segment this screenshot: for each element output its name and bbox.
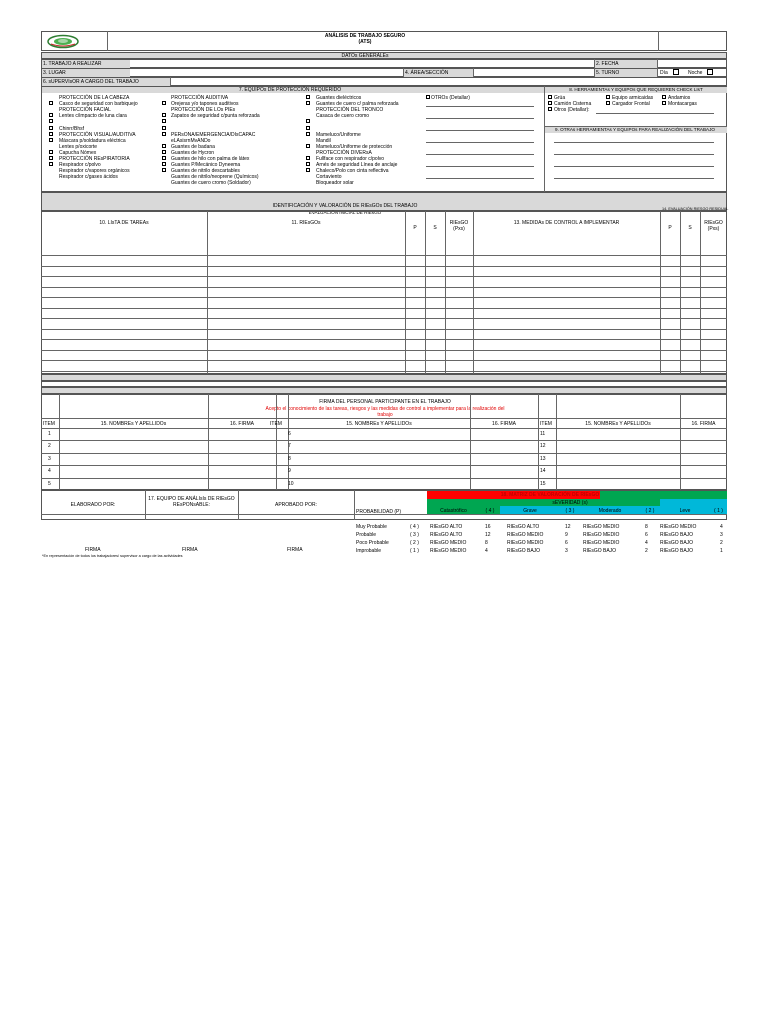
epp-checkbox[interactable] [49, 138, 53, 142]
riesgo-valor: 2 [720, 540, 723, 546]
riesgo-nivel: RIEsGO ALTO [430, 524, 463, 530]
epp-item: Guantes de cuero c/ palma reforzada [316, 101, 399, 108]
riesgo-valor: 6 [645, 532, 648, 538]
severidad-name: Grave [523, 508, 537, 514]
grua-checkbox[interactable] [548, 95, 552, 99]
herramienta-item: Otros (Detallar): [554, 107, 590, 113]
epp-item: Orejeras y/o tapones auditivos [171, 101, 239, 108]
firma-header: 16. FIRMA [230, 421, 254, 427]
epp-item: Lentes p/oxicorte [59, 143, 98, 150]
epp-item: Casco de seguridad con barbiquejo [59, 101, 138, 108]
supervisor-label: 6. sUPERVIsOR A CARGO DEL TRABAJO [43, 79, 139, 85]
cisterna-checkbox[interactable] [548, 101, 552, 105]
nota-representacion: *En representación de todos los trabajadores/ supervisor a cargo de las actividades [42, 554, 183, 558]
riesgo-nivel: RIEsGO MEDIO [583, 524, 620, 530]
probabilidad-row-label: Improbable [356, 548, 382, 554]
riesgo-valor: 4 [720, 524, 723, 530]
col-riesgos: 11. RIEsGOs [291, 220, 321, 226]
probabilidad-row-score: ( 3 ) [410, 532, 419, 538]
severidad-name: Leve [679, 508, 691, 514]
montacargas-checkbox[interactable] [662, 101, 666, 105]
col-p2: P [668, 225, 672, 231]
item-number: 2 [48, 443, 51, 450]
riesgo-row[interactable] [41, 287, 727, 288]
trabajo-label: 1. TRABAJO A REALIZAR [43, 61, 102, 67]
armicaidas-checkbox[interactable] [606, 95, 610, 99]
epp-item: Guantes de Hycron [171, 149, 215, 156]
epp-checkbox[interactable] [162, 156, 166, 160]
otros-label: OTROs (Detallar) [431, 95, 470, 101]
herramienta-item: Andamios [668, 95, 691, 101]
firma-row[interactable] [41, 453, 727, 454]
otros-line[interactable] [426, 178, 534, 179]
epp-item: Chaleco/Polo con cinta reflectiva [316, 168, 389, 175]
probabilidad-row-score: ( 4 ) [410, 524, 419, 530]
item-number: 3 [48, 455, 51, 462]
firma-equipo: FIRMA [182, 547, 198, 553]
riesgo-valor: 3 [720, 532, 723, 538]
riesgo-row[interactable] [41, 360, 727, 361]
epp-item: PERsONA/EMERGENCIA/DIsCAPAC [171, 131, 256, 138]
firma-row[interactable] [41, 440, 727, 441]
epp-checkbox[interactable] [49, 132, 53, 136]
otros-line[interactable] [426, 142, 534, 143]
probabilidad-row-score: ( 1 ) [410, 548, 419, 554]
herramienta-item: Grúa [554, 95, 566, 101]
col-s: S [433, 225, 437, 231]
form-subtitle: (ATS) [358, 39, 372, 45]
andamios-checkbox[interactable] [662, 95, 666, 99]
herramienta-item: Montacargas [668, 101, 697, 107]
epp-checkbox[interactable] [306, 144, 310, 148]
item-number: 7 [288, 443, 291, 450]
item-header: ITEM [540, 421, 552, 427]
epp-item: PROTECCIÓN VISUAL/AUDITIVA [59, 131, 136, 138]
riesgo-valor: 12 [565, 524, 571, 530]
riesgo-nivel: RIEsGO MEDIO [507, 540, 544, 546]
item-number: 12 [540, 443, 546, 450]
epp-item: Fullface con respirador c/polvo [316, 156, 385, 162]
item-number: 13 [540, 455, 546, 462]
riesgo-nivel: RIEsGO BAJO [660, 548, 694, 554]
epp-checkbox[interactable] [162, 144, 166, 148]
riesgo-nivel: RIEsGO ALTO [430, 532, 463, 538]
riesgo-nivel: RIEsGO MEDIO [430, 540, 467, 546]
firma-elaborado: FIRMA [85, 547, 101, 553]
severidad-score: ( 1 ) [714, 508, 723, 514]
lugar-field[interactable] [130, 69, 403, 76]
firma-aprobado: FIRMA [287, 547, 303, 553]
otros-line[interactable] [426, 118, 534, 119]
firma-header: 16. FIRMA [492, 421, 516, 427]
otras-herr-line[interactable] [554, 166, 714, 167]
otras-herr-line[interactable] [554, 142, 714, 143]
severidad-label: sEVERIDAD (s) [552, 500, 588, 506]
epp-checkbox[interactable] [49, 101, 53, 105]
probabilidad-row-label: Muy Probable [356, 524, 387, 530]
probabilidad-row-score: ( 2 ) [410, 540, 419, 546]
riesgo-nivel: RIEsGO MEDIO [660, 524, 697, 530]
epp-item: Respirador c/gases ácidos [59, 174, 118, 181]
item-number: 9 [288, 468, 291, 475]
firmas-aviso-2: trabajo [377, 412, 393, 418]
riesgo-row[interactable] [41, 297, 727, 298]
separator-band [41, 374, 727, 381]
epp-item: Lentes c/impacto de luna clara [59, 113, 127, 120]
col-riesgo2: RIEsGO [704, 220, 723, 226]
riesgo-nivel: RIEsGO MEDIO [430, 548, 467, 554]
epp-item: Guantes de nitrilo descartables [171, 168, 240, 175]
otros-line[interactable] [426, 106, 534, 107]
severidad-name: Moderado [598, 508, 622, 514]
riesgo-valor: 6 [565, 540, 568, 546]
epp-item: Respirador c/polvo [59, 162, 101, 169]
riesgo-valor: 8 [485, 540, 488, 546]
epp-checkbox[interactable] [162, 126, 166, 130]
epp-checkbox[interactable] [162, 113, 166, 117]
herramienta-item: Camión Cisterna [554, 101, 592, 107]
epp-item: Máscara p/soldadura eléctrica [59, 137, 126, 144]
responsable-label: REsPONsABLE: [173, 502, 210, 508]
firma-row[interactable] [41, 465, 727, 466]
ident-subheading: EVALUACIÓN INICIAL DE RIEsGO [308, 210, 382, 215]
epp-item: PROTECCIÓN FACIAL [59, 107, 111, 114]
item-number: 6 [288, 431, 291, 437]
probabilidad-row-label: Poco Probable [356, 540, 389, 546]
epp-item: Guantes de cuero cromo (Soldador) [171, 180, 251, 187]
item-number: 15 [540, 480, 546, 487]
ident-heading: IDENTIFICACIÓN Y VALORACIÓN DE RIEsGOs DEL TRABAJO [272, 203, 418, 209]
item-number: 5 [48, 480, 51, 487]
riesgo-nivel: RIEsGO MEDIO [507, 532, 544, 538]
severidad-score: ( 4 ) [485, 508, 495, 514]
col-tareas: 10. LIsTA DE TAREAs [99, 220, 149, 226]
area-field[interactable] [474, 69, 593, 76]
epp-checkbox[interactable] [49, 119, 53, 123]
epp-checkbox[interactable] [306, 156, 310, 160]
epp-item: Capucha Nómex [59, 149, 97, 156]
fecha-label: 2. FECHA [596, 61, 619, 67]
otras-herramientas-heading: 9. OTRAs HERRAMIENTAs Y EQUIPOs PARA REALIZACIÓN DEL TRABAJO [555, 127, 715, 132]
turno-label: 5. TURNO [596, 70, 620, 76]
epp-item: Zapatos de seguridad c/punta reforzada [171, 113, 260, 120]
nombres-header: 15. NOMBREs Y APELLIDOs [100, 421, 167, 427]
epp-item: Mandil [316, 137, 331, 144]
severidad-score: ( 2 ) [645, 508, 655, 514]
epp-checkbox[interactable] [162, 150, 166, 154]
item-number: 1 [48, 431, 51, 437]
otras-herr-line[interactable] [554, 178, 714, 179]
riesgo-valor: 2 [645, 548, 648, 554]
firmas-aviso: Acepto el conocimiento de las tareas, riesgos y las medidas de control a implementar para la realización del [265, 406, 505, 412]
epp-checkbox[interactable] [306, 132, 310, 136]
riesgo-row[interactable] [41, 255, 727, 256]
noche-checkbox[interactable] [707, 69, 713, 75]
riesgo-valor: 16 [485, 524, 491, 530]
epp-item: PROTECCIÓN DIVERsA [316, 149, 372, 156]
elaborado-label: ELABORADO POR: [70, 502, 116, 508]
firma-row[interactable] [41, 478, 727, 479]
riesgo-valor: 4 [485, 548, 488, 554]
equipo-label: 17. EQUIPO DE ANÁLIsIs DE RIEsGO [148, 496, 235, 502]
epp-item: Respirador c/vapores orgánicos [59, 168, 130, 175]
nombres-header: 15. NOMBREs Y APELLIDOs [585, 421, 651, 427]
epp-checkbox[interactable] [306, 119, 310, 123]
aprobado-label: APROBADO POR: [275, 502, 317, 508]
riesgo-nivel: RIEsGO BAJO [660, 532, 694, 538]
riesgo-nivel: RIEsGO MEDIO [583, 540, 620, 546]
firmas-heading: FIRMA DEL PERSONAL PARTICIPANTE EN EL TRABAJO [319, 399, 451, 405]
riesgo-row[interactable] [41, 276, 727, 277]
epp-heading: 7. EQUIPOs DE PROTECCIÓN REQUERIDO [238, 87, 342, 93]
riesgo-row[interactable] [41, 350, 727, 351]
epp-checkbox[interactable] [306, 168, 310, 172]
dia-checkbox[interactable] [673, 69, 679, 75]
item-number: 8 [288, 455, 291, 462]
epp-checkbox[interactable] [306, 126, 310, 130]
col-p: P [413, 225, 417, 231]
datos-generales-label: DATOs GENERALEs [341, 53, 389, 59]
riesgo-valor: 3 [565, 548, 568, 554]
riesgo-nivel: RIEsGO BAJO [660, 540, 694, 546]
epp-item: Guantes P/Mecánico Dyneema [171, 162, 241, 169]
epp-checkbox[interactable] [162, 101, 166, 105]
epp-item: Guantes de nitrilo/neoprene (Químicos) [171, 174, 259, 181]
epp-checkbox[interactable] [162, 162, 166, 166]
ats-form-sheet [0, 26, 768, 558]
epp-checkbox[interactable] [162, 132, 166, 136]
riesgo-row[interactable] [41, 371, 727, 372]
epp-item: Mameluco/Uniforme [316, 131, 361, 138]
epp-checkbox[interactable] [49, 113, 53, 117]
fecha-field[interactable] [658, 60, 726, 67]
otros-herr-checkbox[interactable] [548, 107, 552, 111]
firma-header: 16. FIRMA [691, 421, 716, 427]
riesgo-nivel: RIEsGO MEDIO [583, 532, 620, 538]
epp-checkbox[interactable] [162, 168, 166, 172]
company-logo [46, 34, 80, 49]
supervisor-field[interactable] [171, 78, 726, 85]
epp-item: Guantes de badana [171, 143, 215, 150]
epp-item: Arnés de seguridad Línea de anclaje [316, 162, 398, 169]
otros-herr-line[interactable] [596, 113, 714, 114]
eval-residual-heading: 14. EVALUACIÓN RIESGO RESIDUAL [662, 207, 729, 211]
lugar-label: 3. LUGAR [43, 70, 66, 76]
dia-label: Día [660, 70, 668, 76]
epp-item: Guantes dieléctricos [316, 95, 362, 101]
herramientas-heading: 8. HERRAMIENTAs Y EQUIPOs QUE REQUIEREN CHECK LIsT [569, 87, 703, 92]
epp-checkbox[interactable] [49, 156, 53, 160]
probabilidad-label: PROBABILIDAD (P) [356, 509, 402, 515]
herramienta-item: Equipo armicaidas [612, 95, 654, 101]
herramienta-item: Cargador Frontal [612, 101, 650, 107]
item-header: ITEM [270, 421, 282, 427]
epp-item: PROTECCIÓN DEL TRONCO [316, 107, 384, 114]
epp-item: PROTECCIÓN AUDITIVA [171, 95, 229, 101]
epp-item: PROTECCIÓN DE LA CABEZA [59, 95, 130, 101]
epp-item: Guantes de hilo con palma de látex [171, 156, 250, 162]
epp-checkbox[interactable] [49, 162, 53, 166]
item-number: 11 [540, 431, 546, 437]
item-number: 10 [288, 480, 294, 487]
otros-line[interactable] [426, 154, 534, 155]
epp-item: Chinrr/Bhsf [59, 125, 85, 132]
severidad-score: ( 3 ) [565, 508, 575, 514]
riesgo-row[interactable] [41, 266, 727, 267]
severidad-name: Catastrófico [440, 508, 467, 514]
riesgo-nivel: RIEsGO BAJO [507, 548, 541, 554]
epp-checkbox[interactable] [306, 95, 310, 99]
epp-checkbox[interactable] [306, 101, 310, 105]
riesgo-valor: 9 [565, 532, 568, 538]
item-number: 4 [48, 468, 51, 475]
noche-label: Noche [688, 70, 703, 76]
col-s2: S [688, 225, 692, 231]
matriz-heading: 18. MATRIZ DE VALORACIÓN DE RIEsGO [500, 492, 600, 498]
riesgo-nivel: RIEsGO ALTO [507, 524, 540, 530]
otros-checkbox[interactable] [426, 95, 430, 99]
col-pxs2: (Pxs) [707, 226, 720, 232]
epp-item: PROTECCIÓN REsPIRATORIA [59, 156, 130, 162]
riesgo-row[interactable] [41, 339, 727, 340]
epp-item: Bloqueador solar [316, 180, 354, 187]
form-title: ANÁLISIS DE TRABAJO SEGURO [324, 33, 406, 39]
epp-checkbox[interactable] [162, 119, 166, 123]
riesgo-valor: 8 [645, 524, 648, 530]
nombres-header: 15. NOMBREs Y APELLIDOs [346, 421, 412, 427]
riesgo-row[interactable] [41, 318, 727, 319]
trabajo-field[interactable] [130, 60, 594, 67]
item-header: ITEM [43, 421, 55, 427]
riesgo-nivel: RIEsGO BAJO [583, 548, 617, 554]
item-number: 14 [540, 468, 546, 475]
riesgo-valor: 1 [720, 548, 723, 554]
col-pxs: (Pxs) [453, 226, 465, 232]
epp-checkbox[interactable] [49, 126, 53, 130]
epp-item: eLAsisrnMvANDo [171, 137, 211, 144]
epp-item: PROTECCIÓN DE LOs PIEs [171, 107, 236, 114]
otros-line[interactable] [426, 130, 534, 131]
col-riesgo: RIEsGO [449, 220, 469, 226]
epp-checkbox[interactable] [306, 162, 310, 166]
riesgo-row[interactable] [41, 329, 727, 330]
separator-band [41, 387, 727, 394]
area-label: 4. ÁREA/SECCIÓN [405, 70, 449, 76]
epp-item: Cortaviento [316, 174, 342, 181]
otras-herr-line[interactable] [554, 154, 714, 155]
col-medidas: 13. MEDIDAs DE CONTROL A IMPLEMENTAR [513, 220, 620, 226]
riesgo-valor: 4 [645, 540, 648, 546]
probabilidad-row-label: Probable [356, 532, 377, 538]
epp-item: Casaca de cuero cromo [316, 113, 370, 120]
riesgo-row[interactable] [41, 308, 727, 309]
otros-line[interactable] [426, 166, 534, 167]
riesgo-valor: 12 [485, 532, 491, 538]
epp-checkbox[interactable] [49, 150, 53, 154]
epp-item: Mameluco/Uniforme de protección [316, 143, 393, 150]
cargador-checkbox[interactable] [606, 101, 610, 105]
